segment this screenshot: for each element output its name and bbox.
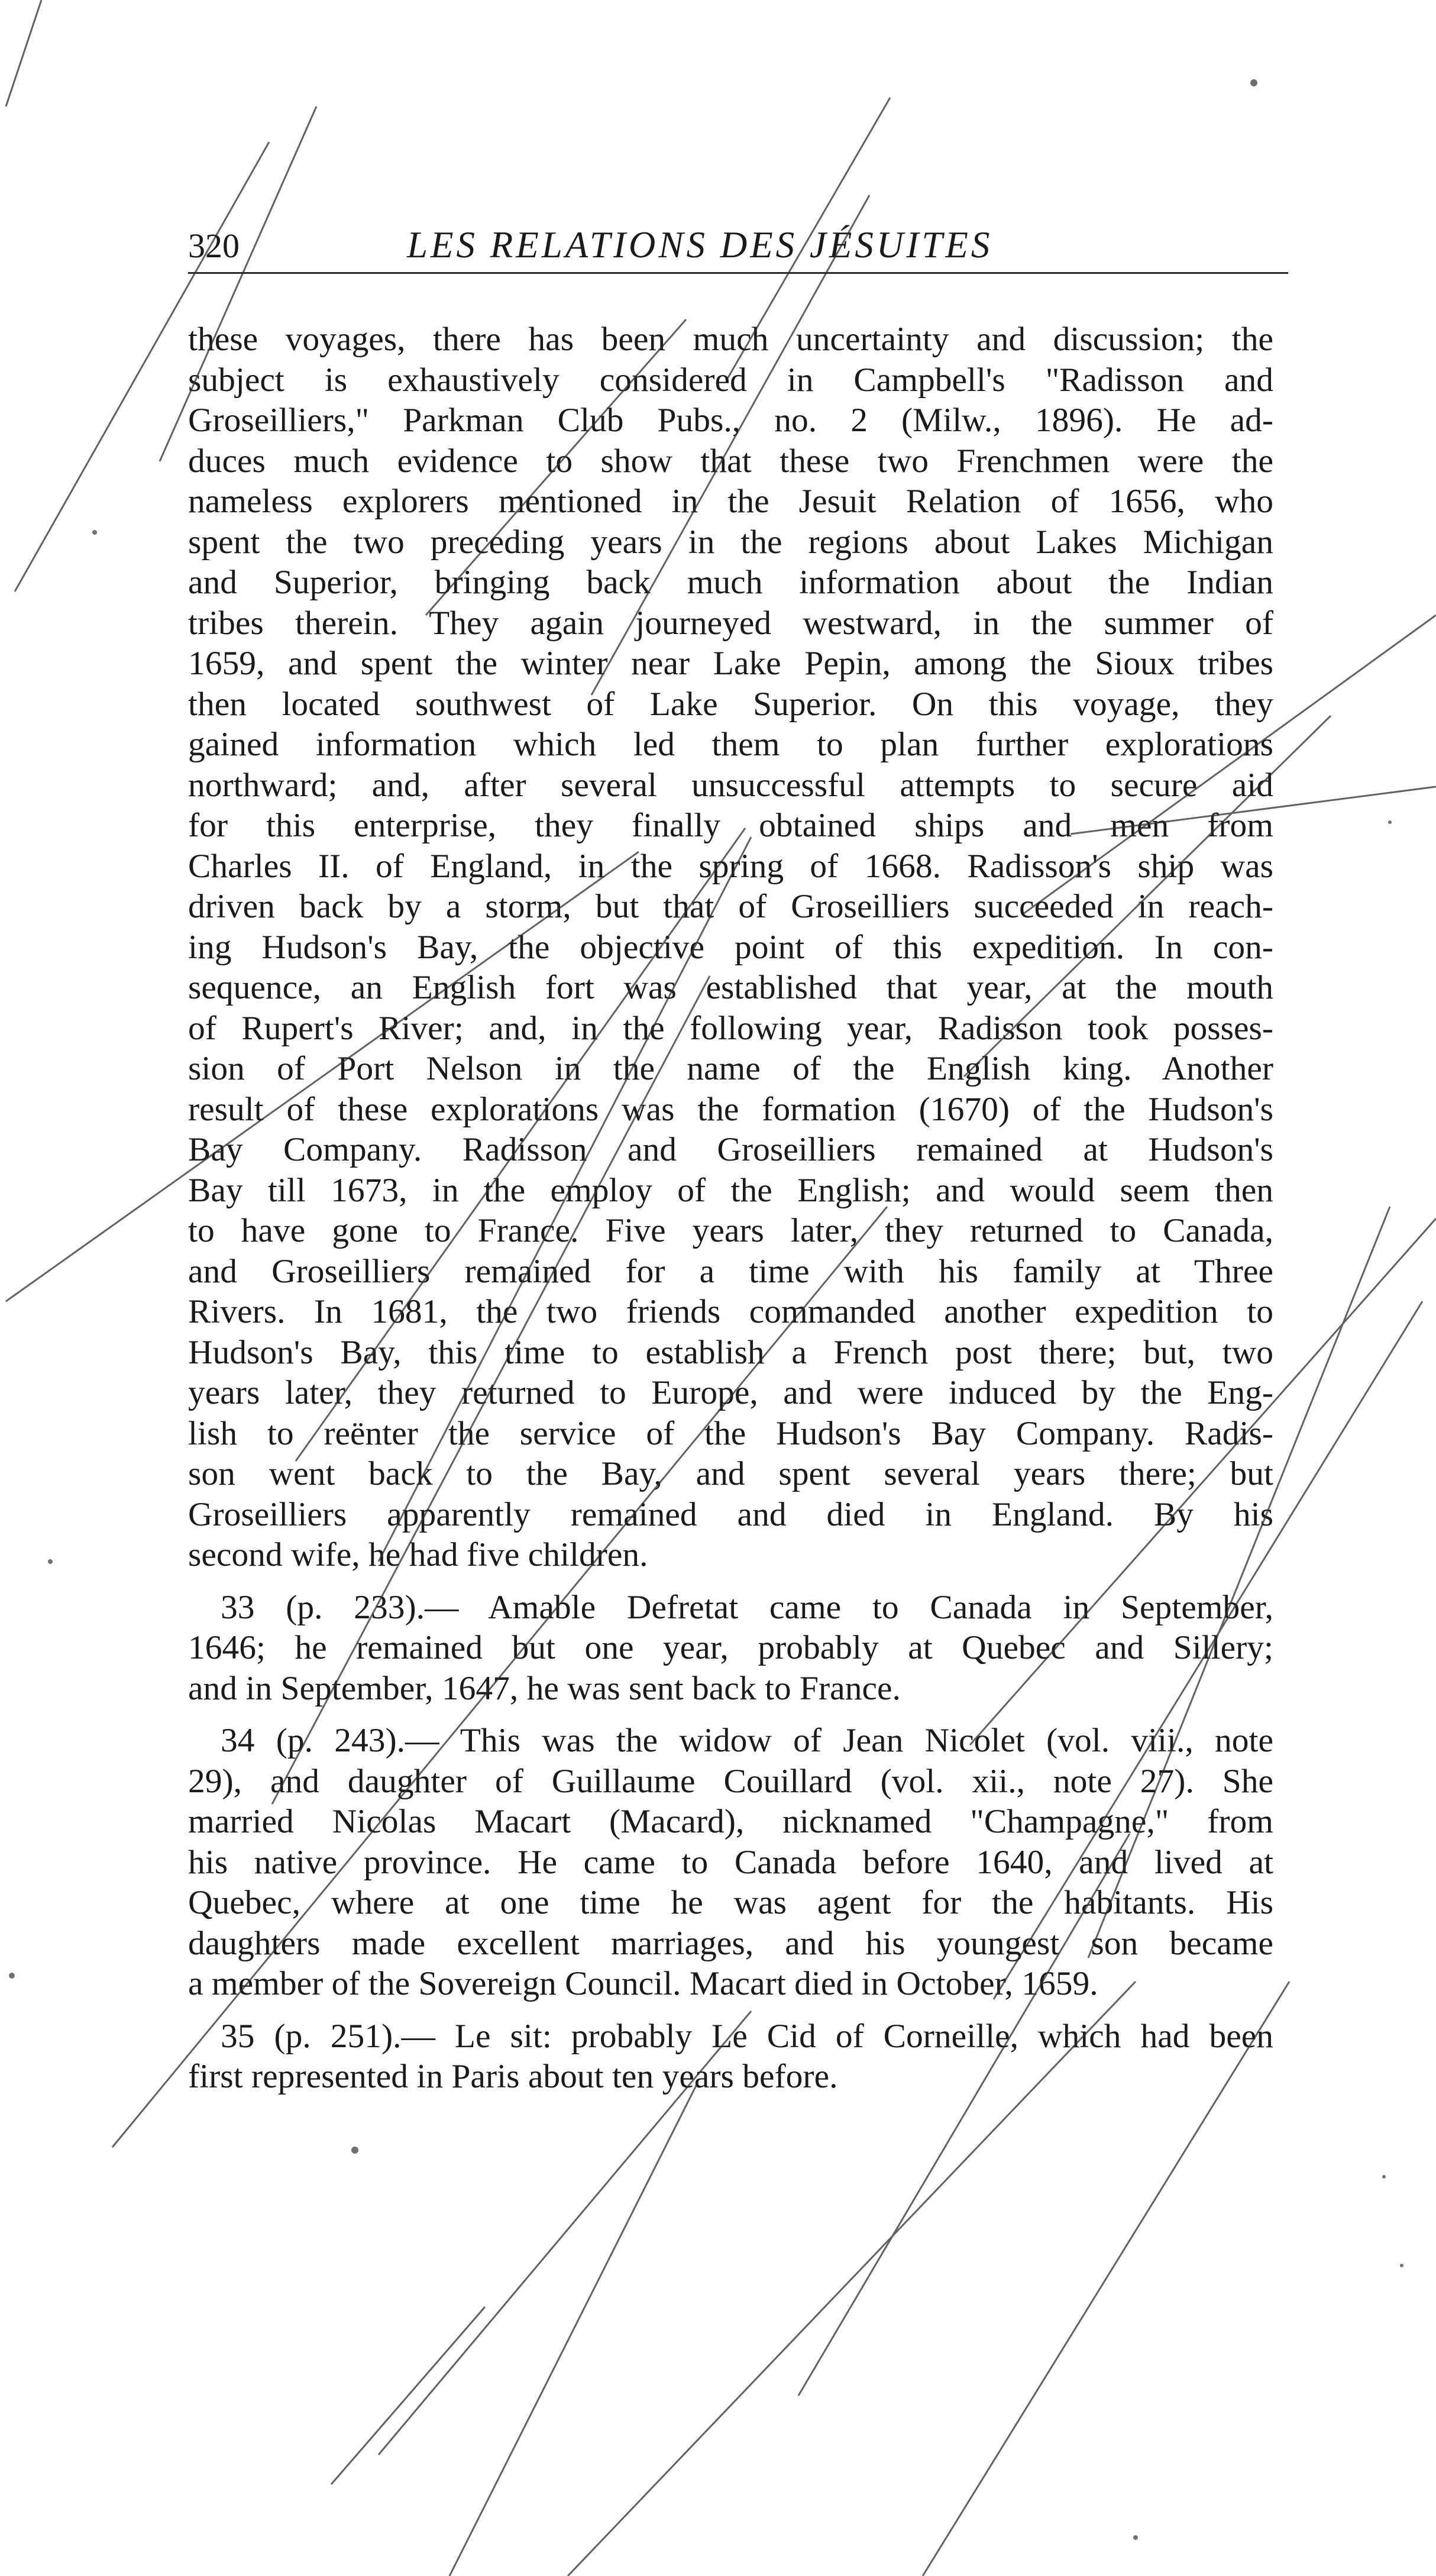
text-line: spent the two preceding years in the regions about Lakes Michigan <box>188 523 1273 561</box>
text-line: gained information which led them to plan further explorations <box>188 726 1273 763</box>
text-line: and Superior, bringing back much information about the Indian <box>188 564 1273 601</box>
note-34 <box>188 1721 1273 2005</box>
note-33 <box>188 1588 1273 1709</box>
text-line: and in September, 1647, he was sent back to France. <box>188 1669 901 1707</box>
text-line: subject is exhaustively considered in Campbell's "Radisson and <box>188 361 1273 399</box>
text-line: and Groseilliers remained for a time with his family at Three <box>188 1252 1273 1290</box>
text-line: Charles II. of England, in the spring of 1668. Radisson's ship was <box>188 847 1273 885</box>
text-line: 1646; he remained but one year, probably at Quebec and Sillery; <box>188 1629 1273 1666</box>
page-header <box>188 224 1288 274</box>
text-line: sion of Port Nelson in the name of the English king. Another <box>188 1050 1273 1087</box>
text-line: nameless explorers mentioned in the Jesuit Relation of 1656, who <box>188 483 1273 520</box>
text-line: a member of the Sovereign Council. Macart died in October, 1659. <box>188 1965 1098 2002</box>
text-line: 35 (p. 251).— Le sit: probably Le Cid of Corneille, which had been <box>221 2017 1273 2055</box>
text-line: married Nicolas Macart (Macard), nicknamed "Champagne," from <box>188 1803 1273 1840</box>
text-line: second wife, he had five children. <box>188 1536 648 1573</box>
text-line: result of these explorations was the formation (1670) of the Hudson's <box>188 1090 1273 1128</box>
text-line: 33 (p. 233).— Amable Defretat came to Canada in September, <box>221 1588 1273 1626</box>
text-line: his native province. He came to Canada before 1640, and lived at <box>188 1843 1273 1881</box>
page-number: 320 <box>188 227 240 265</box>
text-line: sequence, an English fort was established that year, at the mouth <box>188 969 1273 1006</box>
text-line: Quebec, where at one time he was agent for the habitants. His <box>188 1884 1273 1921</box>
text-line: driven back by a storm, but that of Groseilliers succeeded in reach- <box>188 888 1273 925</box>
paragraph-radisson-groseilliers <box>188 319 1273 1576</box>
text-line: duces much evidence to show that these two Frenchmen were the <box>188 442 1273 480</box>
text-line: 29), and daughter of Guillaume Couillard (vol. xii., note 27). She <box>188 1762 1273 1800</box>
text-line: of Rupert's River; and, in the following year, Radisson took posses- <box>188 1009 1273 1047</box>
text-line: daughters made excellent marriages, and his youngest son became <box>188 1924 1273 1962</box>
text-line: Bay Company. Radisson and Groseilliers remained at Hudson's <box>188 1131 1273 1168</box>
page-body <box>188 319 1273 2097</box>
text-line: Bay till 1673, in the employ of the English; and would seem then <box>188 1171 1273 1209</box>
text-line: for this enterprise, they finally obtained ships and men from <box>188 807 1273 844</box>
text-line: northward; and, after several unsuccessful attempts to secure aid <box>188 766 1273 804</box>
text-line: Rivers. In 1681, the two friends commanded another expedition to <box>188 1293 1273 1330</box>
text-line: tribes therein. They again journeyed westward, in the summer of <box>188 604 1273 642</box>
text-line: Groseilliers apparently remained and died in England. By his <box>188 1495 1273 1533</box>
text-line: first represented in Paris about ten years before. <box>188 2058 838 2095</box>
text-line: then located southwest of Lake Superior. On this voyage, they <box>188 685 1273 723</box>
text-line: these voyages, there has been much uncertainty and discussion; the <box>188 321 1273 358</box>
text-line: son went back to the Bay, and spent several years there; but <box>188 1455 1273 1492</box>
text-line: lish to reënter the service of the Hudson's Bay Company. Radis- <box>188 1414 1273 1452</box>
note-35 <box>188 2016 1273 2097</box>
text-line: Hudson's Bay, this time to establish a French post there; but, two <box>188 1333 1273 1371</box>
text-line: Groseilliers," Parkman Club Pubs., no. 2 (Milw., 1896). He ad- <box>188 402 1273 439</box>
text-line: 1659, and spent the winter near Lake Pepin, among the Sioux tribes <box>188 645 1273 682</box>
running-title: LES RELATIONS DES JÉSUITES <box>407 224 993 266</box>
text-line: 34 (p. 243).— This was the widow of Jean Nicolet (vol. viii., note <box>221 1722 1273 1759</box>
text-line: to have gone to France. Five years later, they returned to Canada, <box>188 1212 1273 1249</box>
text-line: years later, they returned to Europe, and were induced by the Eng- <box>188 1374 1273 1411</box>
text-line: ing Hudson's Bay, the objective point of this expedition. In con- <box>188 928 1273 966</box>
